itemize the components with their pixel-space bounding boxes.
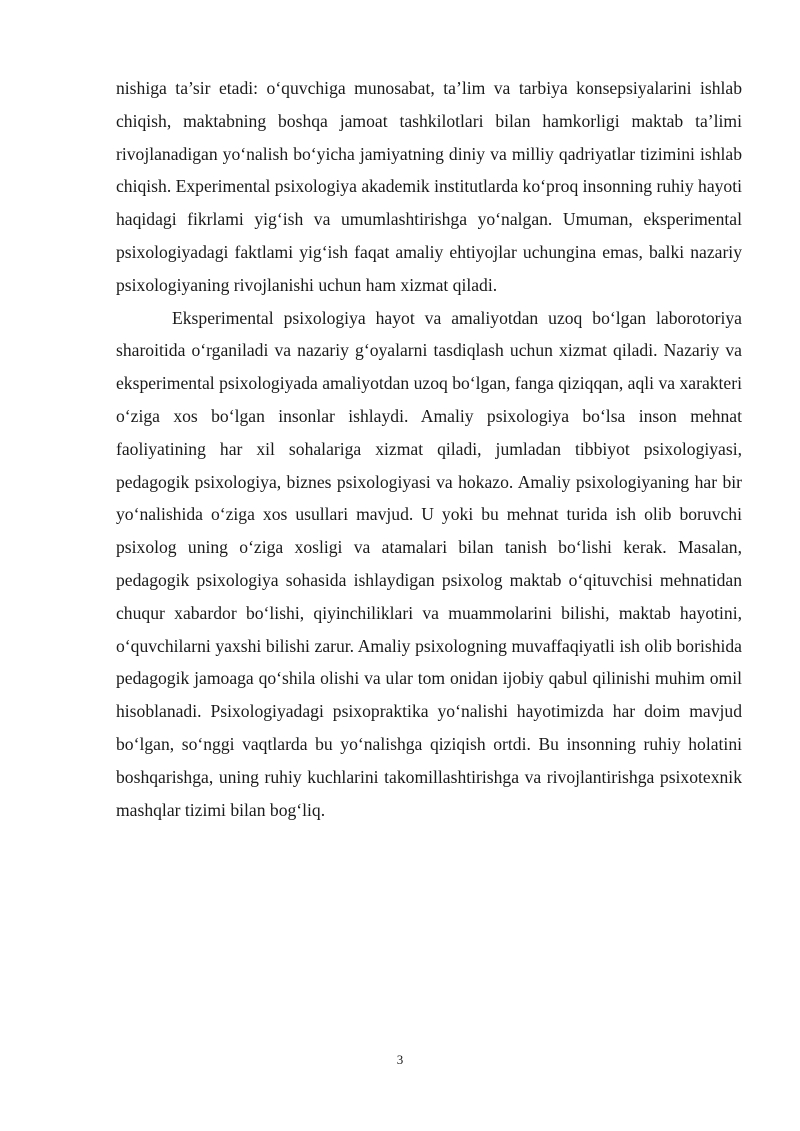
paragraph-experimental-psychology: Eksperimental psixologiya hayot va amaliyotdan uzoq bo‘lgan laborotoriya sharoitida o‘rganiladi va nazariy g‘oyalarni tasdiqlash uchun xizmat qiladi. Nazariy va eksperimental psixologiyada amaliyotdan uzoq bo‘lgan, fanga qiziqqan, aqli va xarakteri o‘ziga xos bo‘lgan insonlar ishlaydi. Amaliy psixologiya bo‘lsa inson mehnat faoliyatining har xil sohalariga xizmat qiladi, jumladan tibbiyot psixologiyasi, pedagogik psixologiya, biznes psixologiyasi va hokazo. Amaliy psixologiyaning har bir yo‘nalishida o‘ziga xos usullari mavjud. U yoki bu mehnat turida ish olib boruvchi psixolog uning o‘ziga xosligi va atamalari bilan tanish bo‘lishi kerak. Masalan, pedagogik psixologiya sohasida ishlaydigan psixolog maktab o‘qituvchisi mehnatidan chuqur xabardor bo‘lishi, qiyinchiliklari va muammolarini bilishi, maktab hayotini, o‘quvchilarni yaxshi bilishi zarur. Amaliy psixologning muvaffaqiyatli ish olib borishida pedagogik jamoaga qo‘shila olishi va ular tom onidan ijobiy qabul qilinishi muhim omil hisoblanadi. Psixologiyadagi psixopraktika yo‘nalishi hayotimizda har doim mavjud bo‘lgan, so‘nggi vaqtlarda bu yo‘nalishga qiziqish ortdi. Bu insonning ruhiy holatini boshqarishga, uning ruhiy kuchlarini takomillashtirishga va rivojlantirishga psixotexnik mashqlar tizimi bilan bog‘liq. bbox=[116, 307, 742, 820]
paragraph-continuation: nishiga ta’sir etadi: o‘quvchiga munosabat, ta’lim va tarbiya konsepsiyalarini ishlab chiqish, maktabning boshqa jamoat tashkilotlari bilan hamkorligi maktab ta’limi rivojlanadigan yo‘nalish bo‘yicha jamiyatning diniy va milliy qadriyatlar tizimini ishlab chiqish. Experimental psixologiya akademik institutlarda ko‘proq insonning ruhiy hayoti haqidagi fikrlami yig‘ish va umumlashtirishga yo‘nalgan. Umuman, eksperimental psixologiyadagi faktlami yig‘ish faqat amaliy ehtiyojlar uchungina emas, balki nazariy psixologiyaning rivojlanishi uchun ham xizmat qiladi. bbox=[116, 78, 742, 295]
page-number: 3 bbox=[396, 1052, 404, 1067]
body-text bbox=[116, 72, 742, 826]
